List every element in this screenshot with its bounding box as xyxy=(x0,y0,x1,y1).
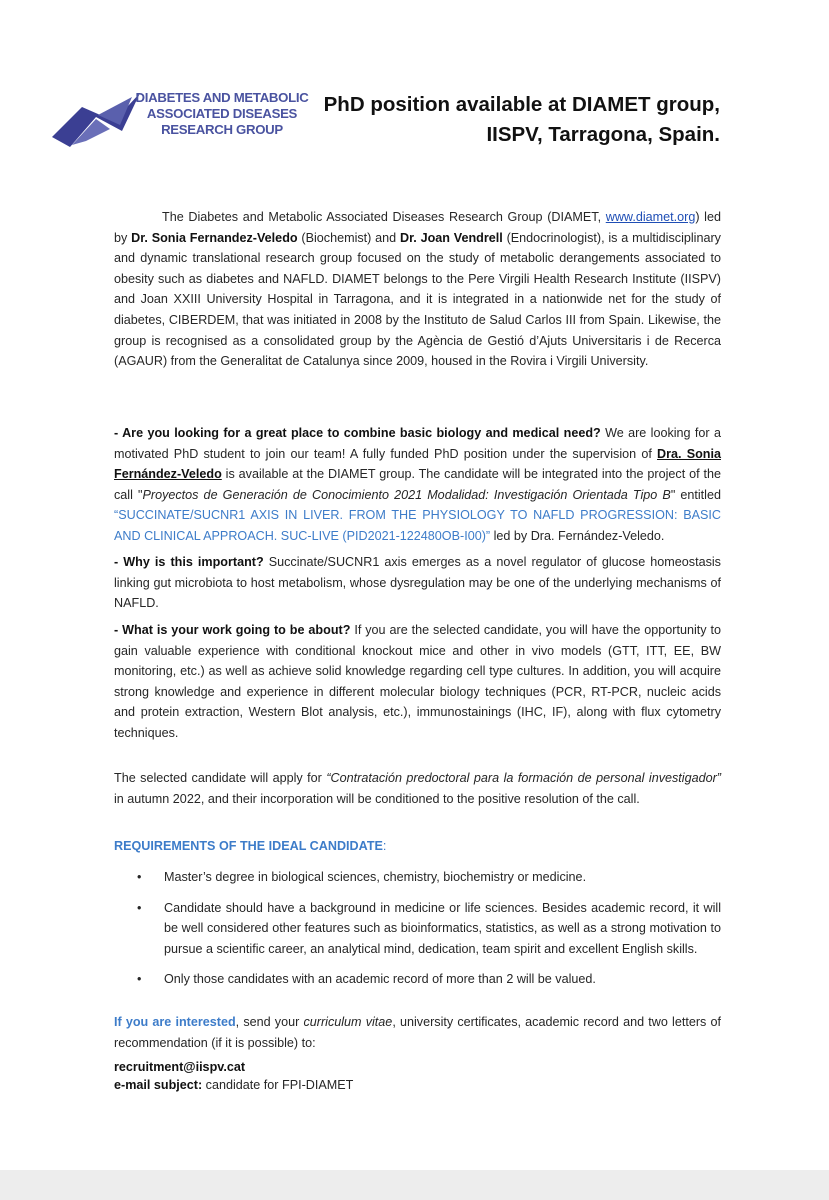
apply-paragraph: If you are interested, send your curriculum vitae, university certificates, academic record and two letters of recommendation (if it is possible) to: xyxy=(114,1015,721,1050)
requirements-heading: REQUIREMENTS OF THE IDEAL CANDIDATE: xyxy=(114,839,387,853)
title-line-1: PhD position available at DIAMET group, xyxy=(323,93,720,116)
list-item: • Only those candidates with an academic record of more than 2 will be valued. xyxy=(137,972,596,987)
looking-for-paragraph: - Are you looking for a great place to combine basic biology and medical need? We are looking for a motivated PhD student to join our team! A fully funded PhD position under the supervision of Dra. Sonia Fernández-Veledo is available at the DIAMET group. The candidate will be integrated into the project of the call "Proyectos de Generación de Conocimiento 2021 Modalidad: Investigación Orientada Tipo B" entitled “SUCCINATE/SUCNR1 AXIS IN LIVER. FROM THE PHYSIOLOGY TO NAFLD PROGRESSION: BASIC AND CLINICAL APPROACH. SUC-LIVE (PID2021-122480OB-I00)” led by Dra. Fernández-Veledo. xyxy=(114,426,721,543)
bottom-bar xyxy=(0,1170,829,1200)
name-joan: Dr. Joan Vendrell xyxy=(399,230,503,245)
project-title: “SUCCINATE/SUCNR1 AXIS IN LIVER. FROM THE PHYSIOLOGY TO NAFLD PROGRESSION: BASIC AND CLINICAL APPROACH. SUC-LIVE (PID2021-122480OB-I00)” xyxy=(114,508,721,543)
list-item: • Master’s degree in biological sciences, chemistry, biochemistry or medicine. xyxy=(137,870,587,884)
list-item: • Candidate should have a background in medicine or life sciences. Besides academic record, it will be well considered other features such as bioinformatics, statistics, as well as a strong motivation to pursue a scientific career, an analytical mind, dedication, team spirit and excellent English skills. xyxy=(137,900,721,956)
contract-name: “Contratación predoctoral para la formación de personal investigador” xyxy=(326,771,721,785)
diamet-website-link[interactable]: www.diamet.org xyxy=(605,210,696,224)
name-sonia: Dr. Sonia Fernandez-Veledo xyxy=(131,230,298,245)
subject-label: e-mail subject: xyxy=(114,1078,203,1092)
contact-block xyxy=(114,1058,721,1094)
supervisor-name: Dra. Sonia Fernández-Veledo xyxy=(114,446,721,482)
importance-paragraph: - Why is this important? Succinate/SUCNR1 axis emerges as a novel regulator of glucose homeostasis linking gut microbiota to host metabolism, whose dysregulation may be one of the underlying mechanisms of NAFLD. xyxy=(114,555,721,611)
interested-label: If you are interested xyxy=(114,1015,236,1029)
contact-email[interactable]: recruitment@iispv.cat xyxy=(114,1060,246,1074)
logo-line-1: DIABETES AND METABOLIC xyxy=(135,90,309,105)
page-title xyxy=(300,90,720,150)
call-name: Proyectos de Generación de Conocimiento 2021 Modalidad: Investigación Orientada Tipo B xyxy=(142,487,671,502)
logo-text xyxy=(132,90,312,138)
selection-paragraph: The selected candidate will apply for “Contratación predoctoral para la formación de personal investigador” in autumn 2022, and their incorporation will be conditioned to the positive resolution of the call. xyxy=(114,771,721,806)
title-line-2: IISPV, Tarragona, Spain. xyxy=(486,123,720,146)
subject-value: candidate for FPI-DIAMET xyxy=(202,1078,354,1092)
requirements-list xyxy=(114,867,721,1000)
logo-line-2: ASSOCIATED DISEASES xyxy=(146,106,298,121)
work-paragraph: - What is your work going to be about? If you are the selected candidate, you will have the opportunity to gain valuable experience with conditional knockout mice and other in vivo models (GTT, ITT, EE, BW monitoring, etc.) as well as achieve solid knowledge regarding cell type cultures. In addition, you will acquire strong knowledge and experience in different molecular biology techniques (PCR, RT-PCR, nucleic acids and protein extraction, Western Blot analysis, etc.), immunostainings (IHC, IF), along with flux cytometry techniques. xyxy=(114,623,721,740)
logo-line-3: RESEARCH GROUP xyxy=(161,122,283,137)
intro-paragraph: The Diabetes and Metabolic Associated Diseases Research Group (DIAMET, www.diamet.org) led by Dr. Sonia Fernandez-Veledo (Biochemist) and Dr. Joan Vendrell (Endocrinologist), is a multidisciplinary and dynamic translational research group focused on the study of metabolic derangements associated to obesity such as diabetes and NAFLD. DIAMET belongs to the Pere Virgili Health Research Institute (IISPV) and Joan XXIII University Hospital in Tarragona, and it is integrated in a nationwide net for the study of diabetes, CIBERDEM, that was initiated in 2008 by the Instituto de Salud Carlos III from Spain. Likewise, the group is recognised as a consolidated group by the Agència de Gestió d’Ajuts Universitaris i de Recerca (AGAUR) from the Generalitat de Catalunya since 2009, housed in the Rovira i Virgili University. xyxy=(114,210,721,369)
